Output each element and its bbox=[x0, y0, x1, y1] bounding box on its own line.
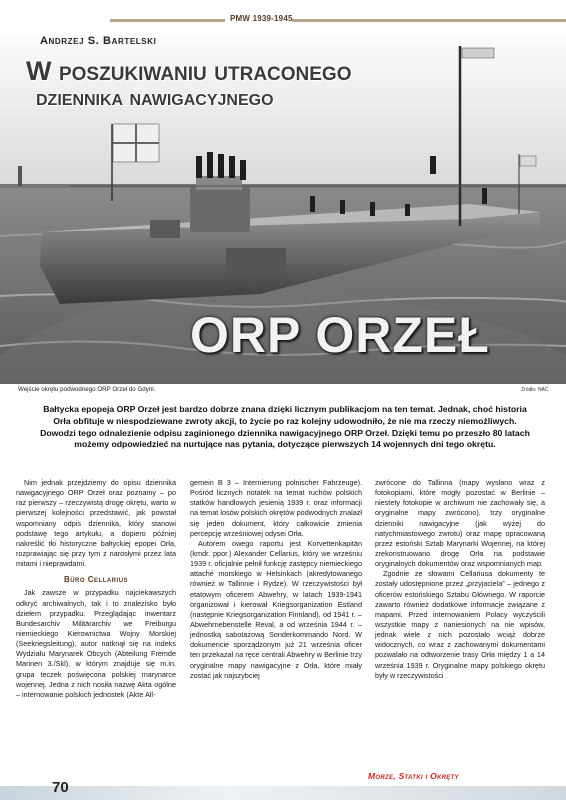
article-title-line-2: dziennika nawigacyjnego bbox=[36, 83, 274, 110]
header-rule-left bbox=[110, 19, 225, 22]
paragraph: gemein B 3 – Internierung polnischer Fahrzeuge). Pośród licznych notatek na temat ruchów polskich statków handlowych jesienią 1939 r. oraz informacji na temat losów polskich okrętów podwodnych znalazł się jeden dokument, który całkowicie zmienia percepcję wrześniowej odysei Orła. bbox=[190, 478, 362, 538]
article-title-line-1: W poszukiwaniu utraconego bbox=[26, 56, 352, 86]
header-rule-right bbox=[292, 19, 566, 22]
column-2 bbox=[190, 478, 362, 681]
page-number: 70 bbox=[52, 779, 69, 796]
column-1 bbox=[16, 478, 176, 700]
article-lead: Bałtycka epopeja ORP Orzeł jest bardzo dobrze znana dzięki licznym publikacjom na ten temat. Jednak, choć historia Orła obfituje w niespodziewane zwroty akcji, to życie po raz kolejny udowodniło, że nie ma rzeczy niemożliwych. Dowodzi tego odnalezienie odpisu zaginionego dziennika nawigacyjnego ORP Orzeł. Dzięki temu po przeszło 80 latach możemy odpowiedzieć na nurtujące nas pytania, dotyczące pierwszych 14 wojennych dni tego okrętu. bbox=[40, 404, 530, 450]
ship-name-overlay: ORP ORZEŁ bbox=[190, 307, 490, 363]
paragraph: Nim jednak przejdziemy do opisu dziennika nawigacyjnego ORP Orzeł oraz poznamy – po raz pierwszy – rzeczywistą drogę okrętu, warto w pierwszej kolejności przedstawić, jak powstał wspomniany odpis dziennika, który stanowi podstawę tego artykułu, a dopiero później nakreślić tło historyczne bałtyckiej epopei Orła, rozprawiając się przy tym z narosłymi przez lata mitami i nieprawdami. bbox=[16, 478, 176, 569]
paragraph: Jak zawsze w przypadku najciekawszych odkryć archiwalnych, tak i to znalezisko było dziełem przypadku. Przeglądając inwentarz Bundesarchiv Militärarchiv we Freiburgu niemieckiego Kierownictwa Wojny Morskiej (Seekriegsleitung), autor natknął się na indeks Wydziału Marynarek Obcych (Abteilung Fremde Marinen 3./Skl), w którym znajduje się m.in. grupa teczek poświęcona polskiej marynarce wojennej. Jedna z nich nosiła nazwę Akta ogólne – internowanie polskich jednostek (Akte All- bbox=[16, 588, 176, 699]
photo-credit: Źródło: NAC bbox=[521, 387, 549, 393]
series-tag: PMW 1939-1945 bbox=[230, 14, 293, 23]
article-title bbox=[26, 58, 352, 109]
paragraph: zwrócone do Tallinna (mapy wysłano wraz z fotokopiami, które mogły pozostać w Berlinie – niestety fotokopie w archiwum nie zachowały się, a oryginalne mapy zwrócono), trzy oryginalne dzienniki nawigacyjne (jak wyżej do natychmiastowego zwrotu) oraz mapę opracowaną przez estoński Sztab Marynarki Wojennej, na której zrekonstruowano drogę Orła na podstawie oryginalnych dokumentów oraz wspomnianych map. bbox=[375, 478, 545, 569]
paragraph: Autorem owego raportu jest Korvettenkapitän (kmdr. ppor.) Alexander Cellarius, który we wrześniu 1939 r. oficjalnie pełnił funkcję zastępcy niemieckiego attaché morskiego w Helsinkach (akredytowanego również w Tallinnie i Rydze). W rzeczywistości był etatowym oficerem Abwehry, w latach 1939-1941 organizował i kierował Kriegsorganization Estland (następnie Kriegsorganization Finnland), od 1941 r. – Abwehrnebenstelle Reval, a od września 1944 r. – jednostką sabotażową Sonderkommando Nord. W dokumencie sporządzonym już 21 września oficer ten przekazał na ręce centrali Abwehry w Berlinie trzy oryginalne mapy nawigacyjne z Orła, które miały zostać jak najszybciej bbox=[190, 538, 362, 680]
magazine-name: Morze, Statki i Okręty bbox=[368, 771, 459, 781]
column-3 bbox=[375, 478, 545, 681]
section-subhead: Büro Cellarius bbox=[63, 575, 129, 585]
photo-caption: Wejście okrętu podwodnego ORP Orzeł do Gdyni. bbox=[18, 386, 156, 393]
author-name: Andrzej S. Bartelski bbox=[40, 35, 157, 47]
page-footer-band bbox=[0, 786, 566, 800]
paragraph: Zgodnie ze słowami Cellariusa dokumenty te zostały udostępnione przez „przyjaciela” – jednego z oficerów estońskiego Sztabu Głównego. W raporcie zawarto również dodatkowe informacje związane z mapami. Przed internowaniem Polacy wyczyścili wszystkie mapy z naniesionych na nie wpisów, jednak wiele z nich pozostało wciąż dobrze widocznych, co wraz z zachowanymi dokumentami pozwalało na odtworzenie trasy Orła między 1 a 14 września 1939 r. Oryginalne mapy polskiego okrętu były w rzeczywistości bbox=[375, 569, 545, 680]
